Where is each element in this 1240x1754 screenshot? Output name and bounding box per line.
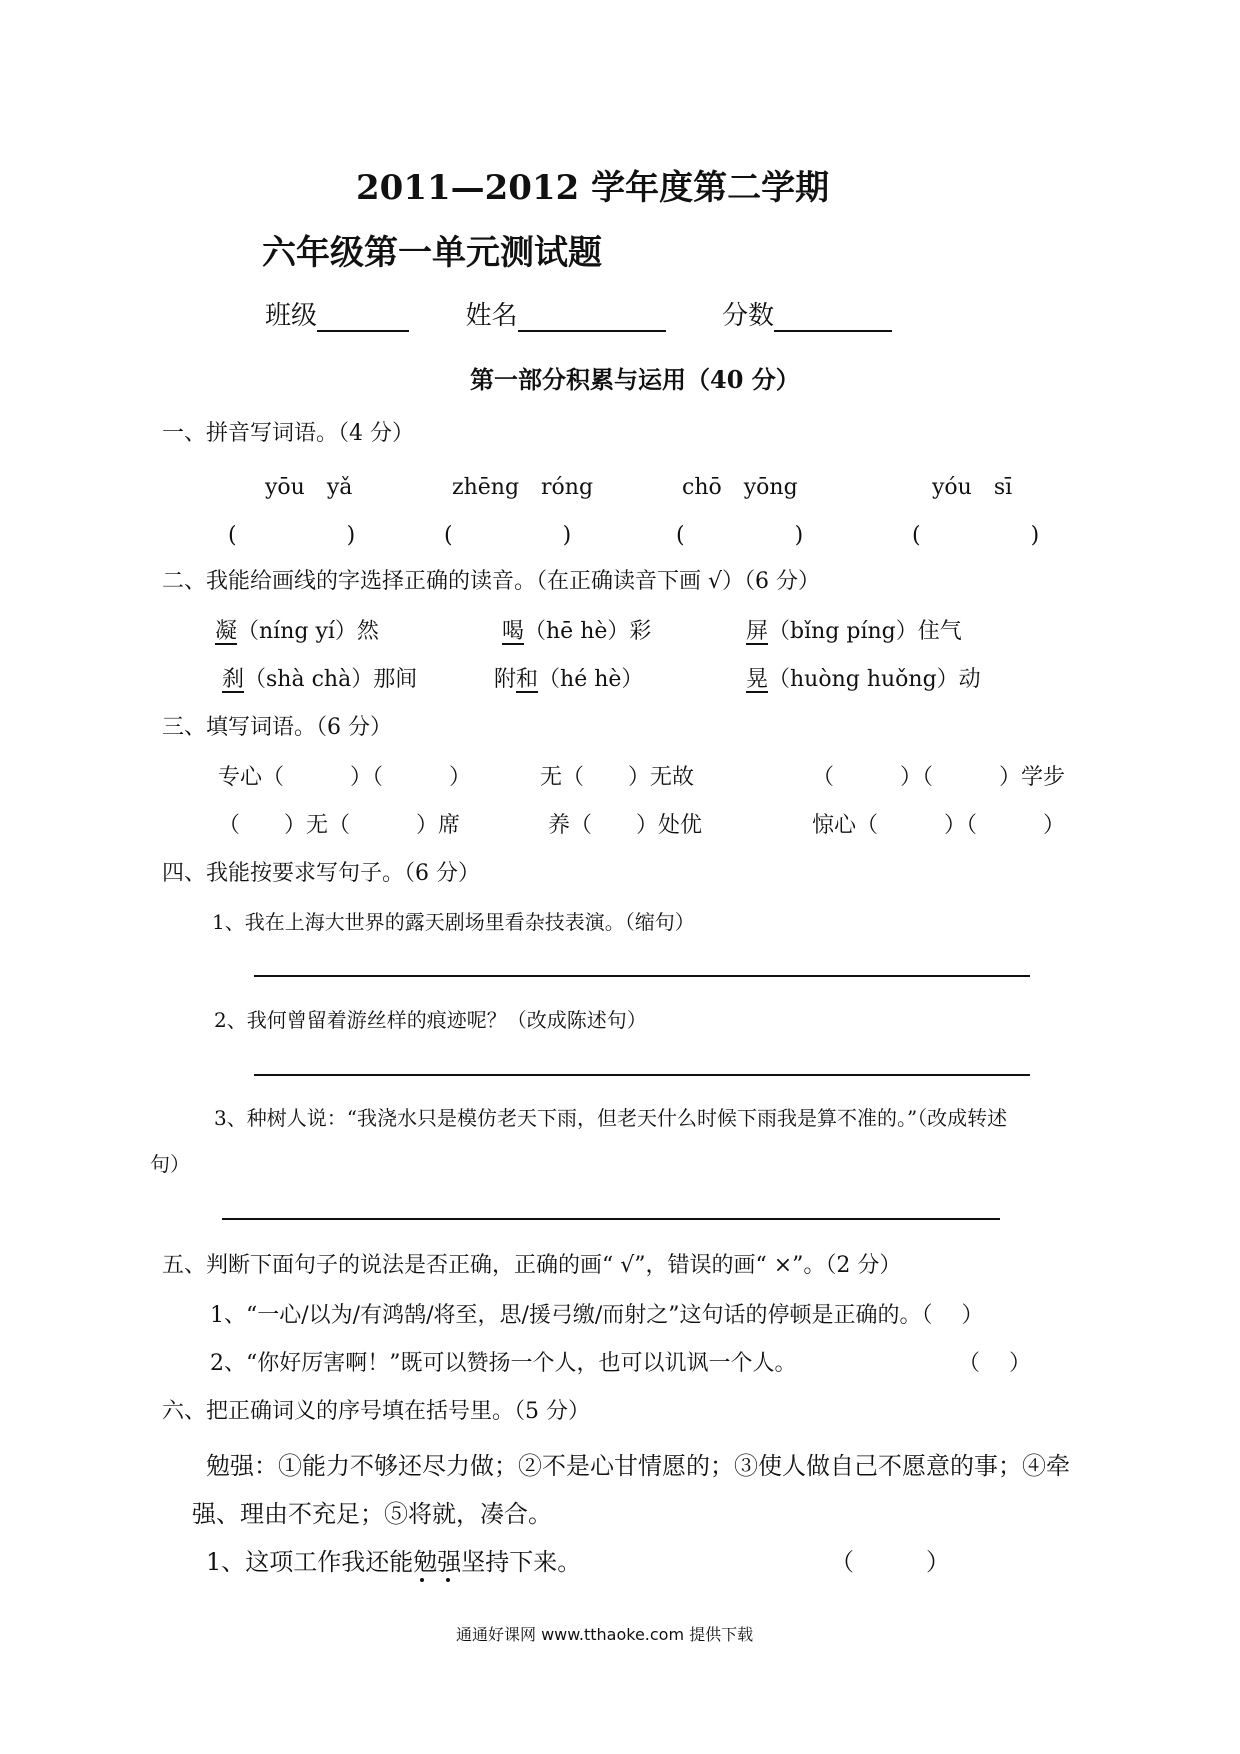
- score-label: 分数: [722, 301, 775, 331]
- q1-heading: 一、拼音写词语。（4 分）: [162, 421, 414, 446]
- q1-pinyin-4: yóu sī: [932, 475, 1013, 500]
- page-subtitle: 六年级第一单元测试题: [262, 233, 602, 273]
- q1-pinyin-1: yōu yǎ: [265, 475, 353, 500]
- name-blank[interactable]: [518, 306, 666, 332]
- q2-item-2: 喝（hē hè）彩: [502, 619, 652, 644]
- q4-heading: 四、我能按要求写句子。（6 分）: [162, 861, 480, 886]
- q1-pinyin-3: chō yōng: [682, 475, 798, 500]
- q6-sentence-1: 1、这项工作我还能勉强坚持下来。: [206, 1548, 582, 1576]
- q1-answer-1[interactable]: ( ): [228, 523, 356, 548]
- class-blank[interactable]: [317, 306, 409, 332]
- q5-statement-1: 1、“一心/以为/有鸿鹄/将至，思/援弓缴/而射之”这句话的停顿是正确的。（ ）: [210, 1303, 984, 1328]
- q4-answer-line-2[interactable]: [254, 1074, 1030, 1076]
- class-label: 班级: [265, 301, 318, 331]
- q5-answer-2[interactable]: （ ）: [958, 1351, 1031, 1376]
- page-title: 2011—2012 学年度第二学期: [356, 168, 830, 208]
- q5-statement-2: 2、“你好厉害啊！”既可以赞扬一个人，也可以讥讽一个人。: [210, 1351, 797, 1376]
- q1-pinyin-2: zhēng róng: [452, 475, 594, 500]
- q4-sentence-3a: 3、种树人说：“我浇水只是模仿老天下雨，但老天什么时候下雨我是算不准的。”（改成转述: [214, 1106, 1008, 1130]
- q2-item-6: 晃（huòng huǒng）动: [746, 667, 981, 692]
- emphasis-dot: [446, 1578, 450, 1582]
- q1-answer-2[interactable]: ( ): [444, 523, 572, 548]
- student-info-row: [265, 295, 892, 332]
- q3-heading: 三、填写词语。（6 分）: [162, 715, 392, 740]
- q6-heading: 六、把正确词义的序号填在括号里。（5 分）: [162, 1399, 590, 1424]
- q4-sentence-2: 2、我何曾留着游丝样的痕迹呢？（改成陈述句）: [214, 1008, 647, 1032]
- q1-answer-3[interactable]: ( ): [676, 523, 804, 548]
- q4-answer-line-3[interactable]: [222, 1218, 1000, 1220]
- footer-credit: 通通好课网 www.tthaoke.com 提供下载: [456, 1625, 754, 1644]
- name-label: 姓名: [465, 301, 518, 331]
- q2-item-3: 屏（bǐng píng）住气: [746, 619, 962, 644]
- q6-definition-line-1: 勉强：①能力不够还尽力做；②不是心甘情愿的；③使人做自己不愿意的事；④牵: [206, 1452, 1070, 1480]
- emphasis-mark-word: 勉强: [413, 1548, 462, 1576]
- q3-row2-1[interactable]: （ ）无（ ）席: [218, 813, 461, 838]
- q4-answer-line-1[interactable]: [254, 975, 1030, 977]
- score-blank[interactable]: [774, 306, 892, 332]
- emphasis-dot: [420, 1578, 424, 1582]
- q4-sentence-1: 1、我在上海大世界的露天剧场里看杂技表演。（缩句）: [212, 910, 695, 934]
- q3-row2-3[interactable]: 惊心（ ）（ ）: [812, 813, 1066, 838]
- q5-heading: 五、判断下面句子的说法是否正确，正确的画“ √”，错误的画“ ×”。（2 分）: [162, 1253, 902, 1278]
- q4-sentence-3b: 句）: [150, 1152, 190, 1176]
- part1-heading: 第一部分积累与运用（40 分）: [470, 365, 800, 394]
- q2-item-4: 刹（shà chà）那间: [222, 667, 418, 692]
- q1-answer-4[interactable]: ( ): [912, 523, 1040, 548]
- q3-row1-2[interactable]: 无（ ）无故: [540, 765, 695, 790]
- q6-answer-1[interactable]: （ ）: [830, 1548, 950, 1576]
- q6-definition-line-2: 强、理由不充足；⑤将就，凑合。: [192, 1500, 552, 1528]
- q2-heading: 二、我能给画线的字选择正确的读音。（在正确读音下画 √）（6 分）: [162, 569, 821, 594]
- q3-row1-1[interactable]: 专心（ ）（ ）: [218, 765, 472, 790]
- q2-item-1: 凝（níng yí）然: [215, 619, 379, 644]
- q3-row1-3[interactable]: （ ）（ ）学步: [812, 765, 1066, 790]
- q3-row2-2[interactable]: 养（ ）处优: [548, 813, 703, 838]
- q2-item-5: 附和（hé hè）: [494, 667, 644, 692]
